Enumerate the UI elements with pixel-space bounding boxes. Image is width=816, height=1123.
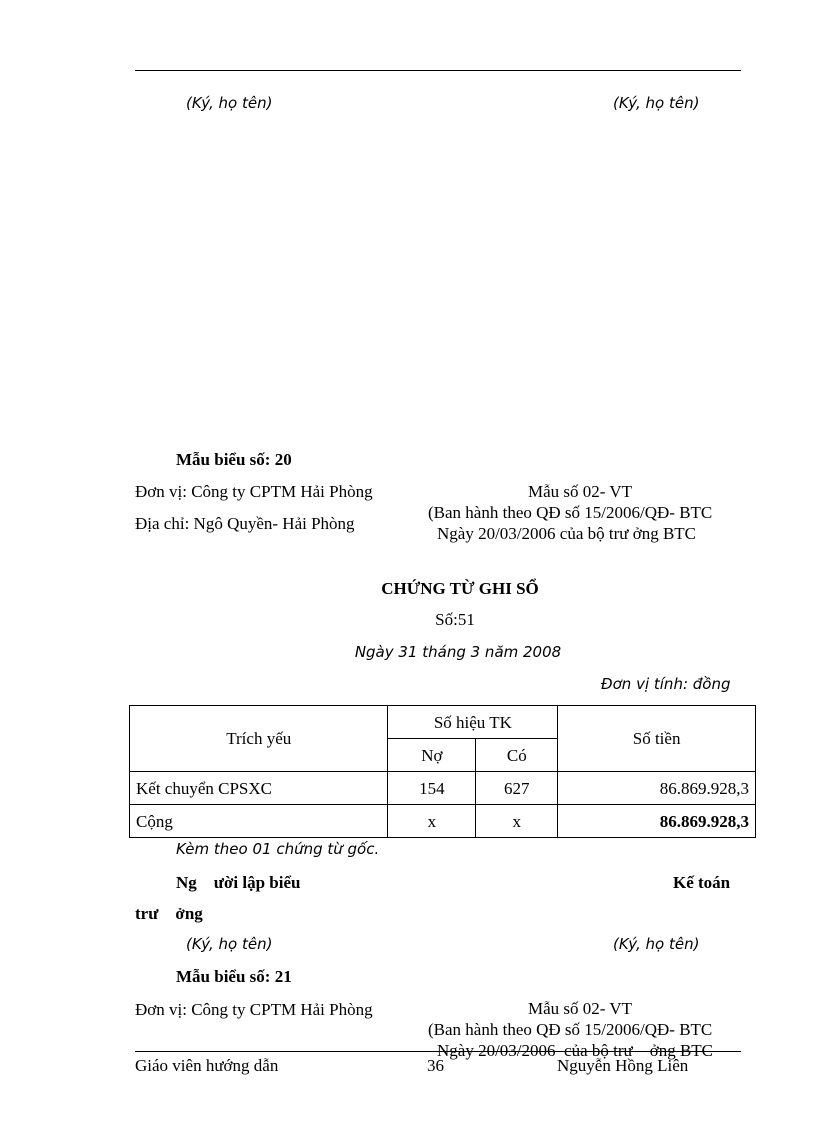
row-credit: 627: [476, 772, 558, 805]
form21-issued-date: Ngày 20/03/2006 của bộ trư ởng BTC: [437, 1041, 714, 1060]
table-total-row: [130, 805, 756, 838]
form20-preparer: Ng ười lập biểu: [176, 873, 301, 892]
total-debit: x: [388, 805, 476, 838]
form20-address: Địa chỉ: Ngô Quyền- Hải Phòng: [135, 514, 355, 533]
row-desc: Kết chuyển CPSXC: [130, 772, 388, 805]
row-debit: 154: [388, 772, 476, 805]
header-account: Số hiệu TK: [388, 706, 558, 739]
total-desc: Cộng: [130, 805, 388, 838]
form20-unit: Đơn vị: Công ty CPTM Hải Phòng: [135, 482, 373, 501]
form20-title: CHỨNG TỪ GHI SỔ: [381, 579, 539, 598]
footer-right: Nguyễn Hồng Liên: [557, 1056, 689, 1075]
form21-issued-by: (Ban hành theo QĐ số 15/2006/QĐ- BTC: [428, 1020, 713, 1039]
footer-divider: [135, 1051, 741, 1052]
top-divider: [135, 70, 741, 71]
total-credit: x: [476, 805, 558, 838]
header-credit: Có: [476, 739, 558, 772]
form20-sign-right: (Ký, họ tên): [613, 935, 700, 953]
footer-left: Giáo viên hướng dẫn: [135, 1056, 279, 1075]
form20-issued-by: (Ban hành theo QĐ số 15/2006/QĐ- BTC: [428, 503, 713, 522]
table-header-row: [130, 706, 756, 739]
form21-unit: Đơn vị: Công ty CPTM Hải Phòng: [135, 1000, 373, 1019]
form20-date: Ngày 31 tháng 3 năm 2008: [354, 643, 562, 661]
form20-attachment: Kèm theo 01 chứng từ gốc.: [176, 840, 380, 858]
form20-number: Số:51: [435, 610, 475, 629]
top-sign-left: (Ký, họ tên): [186, 94, 273, 112]
form20-form-no: Mẫu số 02- VT: [528, 482, 633, 501]
form21-form-no: Mẫu số 02- VT: [528, 999, 633, 1018]
form20-issued-date: Ngày 20/03/2006 của bộ trư ởng BTC: [437, 524, 697, 543]
header-desc: Trích yếu: [130, 706, 388, 772]
footer-page-number: 36: [427, 1056, 444, 1075]
table-row: [130, 772, 756, 805]
voucher-table: [129, 705, 756, 838]
header-debit: Nợ: [388, 739, 476, 772]
form20-label: Mẫu biểu số: 20: [176, 450, 292, 469]
form21-label: Mẫu biểu số: 21: [176, 967, 292, 986]
form20-currency-unit: Đơn vị tính: đồng: [601, 675, 731, 693]
top-sign-right: (Ký, họ tên): [613, 94, 700, 112]
form20-accountant: Kế toán: [673, 873, 731, 892]
row-amount: 86.869.928,3: [558, 772, 756, 805]
total-amount: 86.869.928,3: [558, 805, 756, 838]
header-amount: Số tiền: [558, 706, 756, 772]
form20-sign-left: (Ký, họ tên): [186, 935, 273, 953]
form20-accountant-line2: trư ởng: [135, 904, 203, 923]
